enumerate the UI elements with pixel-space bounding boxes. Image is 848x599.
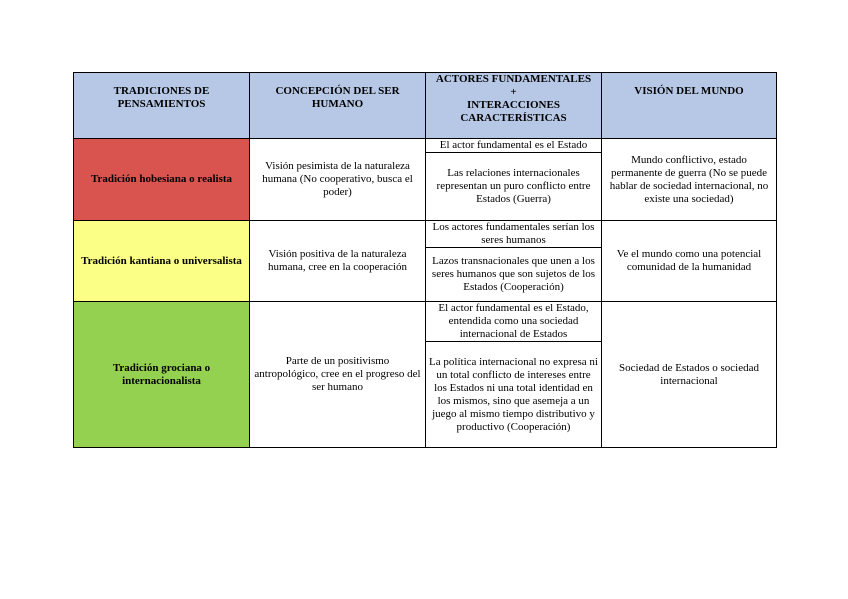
tradition-cell: Tradición hobesiana o realista (74, 139, 250, 221)
actors-cell: El actor fundamental es el Estado (426, 139, 602, 153)
header-traditions: TRADICIONES DE PENSAMIENTOS (74, 73, 250, 139)
table-row (74, 139, 777, 153)
header-concept: CONCEPCIÓN DEL SER HUMANO (250, 73, 426, 139)
world-cell: Mundo conflictivo, estado permanente de guerra (No se puede hablar de sociedad internacional, no existe una sociedad) (602, 139, 777, 221)
interactions-cell: La política internacional no expresa ni un total conflicto de intereses entre los Estados ni una total identidad en los mismos, sino que asemeja a un juego al mismo tiempo distributivo y productivo (Cooperación) (426, 342, 602, 448)
traditions-table (73, 72, 777, 448)
interactions-cell: Las relaciones internacionales representan un puro conflicto entre Estados (Guerra) (426, 153, 602, 221)
header-actors-line2: INTERACCIONES CARACTERÍSTICAS (460, 99, 567, 124)
tradition-cell: Tradición kantiana o universalista (74, 221, 250, 302)
actors-cell: El actor fundamental es el Estado, entendida como una sociedad internacional de Estados (426, 302, 602, 342)
header-actors (426, 73, 602, 139)
concept-cell: Visión pesimista de la naturaleza humana (No cooperativo, busca el poder) (250, 139, 426, 221)
table-row (74, 302, 777, 342)
interactions-cell: Lazos transnacionales que unen a los seres humanos que son sujetos de los Estados (Cooperación) (426, 248, 602, 302)
concept-cell: Parte de un positivismo antropológico, cree en el progreso del ser humano (250, 302, 426, 448)
table-row (74, 221, 777, 248)
concept-cell: Visión positiva de la naturaleza humana, cree en la cooperación (250, 221, 426, 302)
world-cell: Ve el mundo como una potencial comunidad de la humanidad (602, 221, 777, 302)
header-plus: + (510, 86, 517, 98)
actors-cell: Los actores fundamentales serían los seres humanos (426, 221, 602, 248)
header-actors-line1: ACTORES FUNDAMENTALES (435, 73, 592, 85)
header-row (74, 73, 777, 139)
header-world: VISIÓN DEL MUNDO (602, 73, 777, 139)
tradition-cell: Tradición grociana o internacionalista (74, 302, 250, 448)
world-cell: Sociedad de Estados o sociedad internacional (602, 302, 777, 448)
